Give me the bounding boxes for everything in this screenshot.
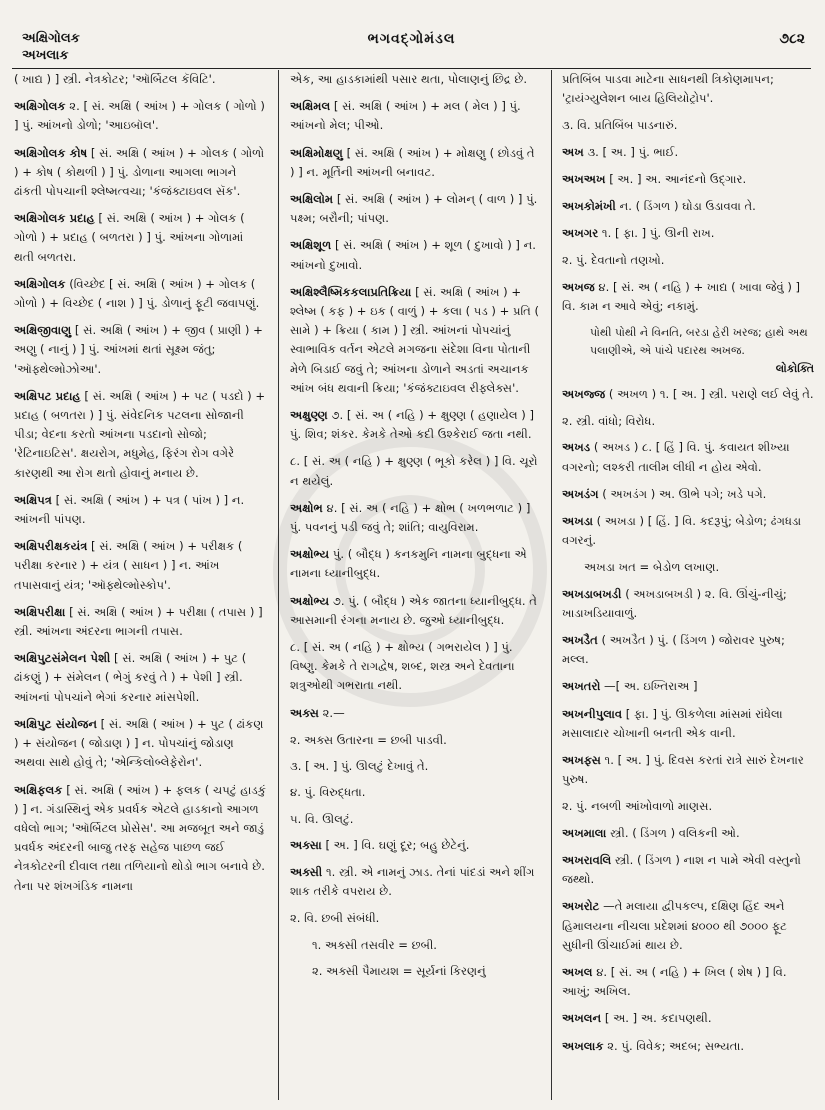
definition: [ સં. અક્ષિ ( આંખ ) + મોક્ષણુ ( છોડવું તે ) ] ન. મૂર્તિની આંખની બનાવટ. — [290, 145, 535, 179]
dictionary-entry — [14, 144, 266, 202]
headword: અક્ષિલોમ — [290, 192, 334, 207]
headword: અક્ષિશૂળ — [290, 238, 332, 253]
definition: [ સં. અક્ષિ ( આંખ ) + પટ ( પડદો ) + પ્રદાહ ( બળતરા ) ] પું. સંવેદનિક પટલના સોજાની પીડા; વેદના કરતો આંખના પડદાનો સોજો; 'રેટિનાઇટિસ'. ક્ષયરોગ, મધુમેહ, ફિરંગ રોગ વગેરે કારણથી આ રોગ થતો હોવાનું મનાય છે. — [14, 388, 266, 480]
headword: અક્સી — [290, 864, 323, 879]
dictionary-entry — [562, 824, 814, 843]
dictionary-entry — [562, 751, 814, 789]
definition: પું. ( બૌદ્ધ ) કનકમુનિ નામના બુદ્ધના એ નામના ધ્યાનીબુદ્ધ. — [290, 547, 527, 581]
dictionary-entry — [290, 70, 540, 89]
headword: અખડંગ — [562, 486, 599, 501]
sub-sense: ૩. [ અ. ] પું. ઊલટું દેખાવું તે. — [290, 759, 429, 774]
sub-sense: અખડા ખત = બેડોળ લખાણ. — [584, 560, 720, 575]
definition: એક, આ હાડકામાંથી પસાર થતા, પોલાણનું છિદ્ર છે. — [290, 72, 528, 86]
quotation-source: લોકોક્તિ — [775, 362, 814, 376]
definition: [ સં. અક્ષિ ( આંખ ) + લોમન્ ( વાળ ) ] પું. પક્ષ્મ; બરૌની; પાંપણ. — [290, 192, 538, 226]
headword: અખડા — [562, 514, 593, 529]
definition: ૩. [ અ. ] પું. ભાઈ. — [587, 144, 679, 159]
headword: અખજ — [562, 279, 595, 294]
dictionary-entry — [562, 677, 814, 696]
dictionary-entry — [562, 631, 814, 669]
definition: ( અખડ ) ૮. [ હિં ] વિ. પું. કવાયત શીખ્યા વગરનો; લશ્કરી તાલીમ લીધી ન હોય એવો. — [562, 440, 790, 474]
headword: અક્ષિપરીક્ષા — [14, 604, 66, 619]
definition: ( ખાદ્ય ) ] સ્ત્રી. નેત્રકોટર; 'ઑર્બિટલ કૅવિટિ'. — [14, 72, 216, 86]
dictionary-entry — [562, 143, 814, 162]
dictionary-entry — [290, 406, 540, 444]
column-divider — [551, 70, 552, 1100]
definition: સ્ત્રી. ( ડિંગળ ) વલિકની ઓ. — [610, 825, 740, 840]
definition: ૮. [ સં. અ ( નહિ ) + ક્ષોભ્ય ( ગભરાયેલ ) ] પું. વિષ્ણુ. કેમકે તે રાગદ્વેષ, શબ્દ, શસ્ત્ર અને દેવતાના શત્રુઓથી ગભરાતા નથી. — [290, 640, 515, 693]
quotation — [562, 324, 814, 378]
headword: અક્ષિપટ પ્રદાહ — [14, 388, 81, 403]
sub-sense: ૫. વિ. ઊલટું. — [290, 811, 354, 826]
sub-sense: ૨. અક્સ ઉતારના = છબી પાડવી. — [290, 732, 447, 747]
definition: ૭. પું. ( બૌદ્ધ ) એક જાતના ધ્યાનીબુદ્ધ. તે આસમાની રંગના મનાય છે. જુઓ ધ્યાનીબુદ્ધ. — [290, 593, 537, 627]
dictionary-entry — [290, 97, 540, 135]
dictionary-entry — [562, 1037, 814, 1056]
definition: ૨. [ સં. અક્ષિ ( આંખ ) + ગોલક ( ગોળો ) ] પું. આંખનો ડોળો; 'આઇબૉલ'. — [14, 99, 265, 133]
definition: ( અખડા ) [ હિં. ] વિ. કદરૂપું; બેડોળ; ઢંગધડા વગરનું. — [562, 514, 802, 548]
sub-sense: ૨. પું. નબળી આંખોવાળો માણસ. — [562, 799, 713, 814]
dictionary-entry — [14, 321, 266, 379]
definition: ૧. [ ફા. ] પું. ઊની રાખ. — [601, 226, 715, 241]
definition: [ સં. અક્ષિ ( આંખ ) + પરીક્ષક ( પરીક્ષા કરનાર ) + યંત્ર ( સાધન ) ] ન. આંખ તપાસવાનું યંત્ર; 'ઑફ્થેલ્મોસ્કોપ'. — [14, 539, 243, 592]
headword: અક્ષિફલક — [14, 782, 63, 797]
headword: અક્ષિપત્ર — [14, 492, 52, 507]
dictionary-entry — [290, 144, 540, 182]
dictionary-entry — [562, 512, 814, 550]
headword: અખમાલા — [562, 825, 607, 840]
headword: અક્ષિગોલક કોષ — [14, 145, 88, 160]
headword: અખ — [562, 144, 584, 159]
definition: [ સં. અક્ષિ ( આંખ ) + શૂળ ( દુખાવો ) ] ન. આંખનો દુખાવો. — [290, 238, 536, 272]
dictionary-entry — [562, 438, 814, 476]
headword: અખડાબખડી — [562, 586, 622, 601]
sub-sense: ૨. અક્સી પૈમાયશ = સૂર્યનાં કિરણનું — [312, 963, 486, 978]
definition: ( અખડંગ ) અ. ઊભે પગે; ખડે પગે. — [602, 486, 767, 501]
definition: [ ફા. ] પું. ઊકળેલા માંસમાં રાંધેલા મસાલાદાર ચોખાની બનતી એક વાની. — [562, 706, 783, 740]
dictionary-entry — [14, 603, 266, 641]
dictionary-entry — [290, 638, 540, 696]
definition: ૨. પું. વિવેક; અદબ; સભ્યતા. — [607, 1038, 744, 1053]
page-header — [12, 22, 811, 70]
dictionary-entry — [562, 70, 814, 108]
headword: અક્ષુણ્ણ — [290, 408, 328, 423]
headword: અખરોટ — [562, 899, 600, 914]
dictionary-entry — [14, 715, 266, 773]
column-divider — [278, 70, 279, 1100]
definition: ૪. [ સં. અ ( નહિ ) + ખિલ ( શેષ ) ] વિ. આખું; અખિલ. — [562, 964, 787, 999]
definition: [ સં. અક્ષિ ( આંખ ) + ફલક ( ચપટું હાડકું ) ] ન. ગંડાસ્થિનું એક પ્રવર્ધક એટલે હાડકાનો આગળ વધેલો ભાગ; 'ઑર્બિટલ પ્રોસેસ'. આ મજબૂત અને જાડું પ્રવર્ધક અંદરની બાજુ તરફ સહેજ પાછળ જઈ નેત્રકોટરની દીવાલ તથા તળિયાનો થોડો ભાગ બનાવે છે. તેના પર શંખગંડિક નામના — [14, 782, 266, 893]
headword: અખકોમંખી — [562, 199, 616, 214]
sub-sense: ૪. પું. વિરુદ્ધતા. — [290, 785, 366, 800]
column-3 — [562, 70, 814, 1100]
columns — [14, 70, 814, 1100]
dictionary-entry — [562, 278, 814, 316]
dictionary-entry — [562, 963, 814, 1001]
headword: અક્ષોભ્ય — [290, 547, 330, 562]
headword: અખલાક — [562, 1038, 604, 1053]
dictionary-entry — [562, 1009, 814, 1028]
definition: [ અ. ] અ. આનંદનો ઉદ્ગાર. — [609, 171, 747, 186]
definition: [ સં. અક્ષિ ( આંખ ) + પત્ર ( પાંખ ) ] ન. આંખની પાંપણ. — [14, 492, 245, 527]
definition: [ સં. અક્ષિ ( આંખ ) + જીવ ( પ્રાણી ) + અણુ ( નાનું ) ] પું. આંખમાં થતાં સૂક્ષ્મ જંતુ; 'ઑફ્થેલ્મોઝોઆ'. — [14, 323, 263, 376]
definition: [ સં. અક્ષિ ( આંખ ) + પુટ ( ઢાંકણું ) + સંમેલન ( ભેગું કરવું તે ) + પેશી ] સ્ત્રી. આંખનાં પોપચાંને ભેગાં કરનાર માંસપેશી. — [14, 651, 247, 704]
definition: ન. ( ડિંગળ ) ઘોડા ઉડાવવા તે. — [619, 199, 756, 214]
dictionary-entry — [14, 275, 266, 313]
definition: ( અખળ ) ૧. [ અ. ] સ્ત્રી. પરાણે લઈ લેવું તે. — [608, 387, 814, 402]
dictionary-entry — [562, 897, 814, 955]
definition: ૨.— — [322, 705, 345, 720]
headword: અક્ષિગોલક પ્રદાહ — [14, 211, 95, 226]
definition: ( અખડૈત ) પું. ( ડિંગળ ) જોરાવર પુરુષ; મલ્લ. — [562, 633, 785, 667]
guide-word-first: અક્ષિગોલક — [22, 31, 80, 46]
definition: ( અખડાબખડી ) ૨. વિ. ઊંચું-નીચું; ખાડાખડિયાવાળું. — [562, 586, 787, 620]
headword: અખરાવલિ — [562, 852, 612, 867]
headword: અખઅખ — [562, 171, 606, 186]
definition: ૮. [ સં. અ ( નહિ ) + ક્ષુણ્ણ ( ભૂકો કરેલ ) ] વિ. ચૂરો ન થયેલું. — [290, 454, 538, 488]
page-number: ૭૮૨ — [779, 31, 805, 47]
headword: અખફ્સ — [562, 753, 601, 768]
definition: —તે મલાયા દ્વીપકલ્પ, દક્ષિણ હિંદ અને હિમાલયના નીચલા પ્રદેશમાં ૪૦૦૦ થી ૭૦૦૦ ફૂટ સુધીની ઊંચાઈમાં થાય છે. — [562, 899, 787, 952]
dictionary-entry — [290, 283, 540, 398]
definition: [ સં. અક્ષિ ( આંખ ) + પરીક્ષા ( તપાસ ) ] સ્ત્રી. આંખના અંદરના ભાગની તપાસ. — [14, 604, 263, 639]
guide-word-last: અખલાક — [22, 48, 69, 63]
dictionary-entry — [562, 385, 814, 404]
definition: [ સં. અક્ષિ ( આંખ ) + ગોલક ( ગોળો ) + કોષ ( કોથળી ) ] પું. ડોળાના આગલા ભાગને ઢાંકતી પોપચાની શ્લેષ્મત્વચા; 'કંજંક્ટાઇવલ સૅક'. — [14, 145, 265, 199]
headword: અક્ષિજીવાણુ — [14, 323, 72, 338]
definition: [ અ. ] વિ. ઘણું દૂર; બહુ છેટેનું. — [325, 837, 470, 852]
header-rule — [12, 68, 811, 69]
dictionary-entry — [562, 485, 814, 504]
definition: [ સં. અક્ષિ ( આંખ ) + ગોલક ( ગોળો ) + પ્રદાહ ( બળતરા ) ] પું. આંખના ગોળામાં થતી બળતરા. — [14, 211, 245, 264]
definition: —[ અ. ઇખ્તિરાઅ ] — [604, 679, 698, 694]
dictionary-entry — [562, 224, 814, 243]
definition: સ્ત્રી. ( ડિંગળ ) નાશ ન પામે એવી વસ્તુનો જથ્થો. — [562, 852, 801, 887]
definition: ૧. સ્ત્રી. એ નામનું ઝાડ. તેનાં પાંદડાં અને શીંગ શાક તરીકે વપરાય છે. — [290, 864, 535, 899]
headword: અક્ષિમલ — [290, 99, 331, 114]
dictionary-entry — [14, 649, 266, 707]
sub-sense: ૩. વિ. પ્રતિબિંબ પાડનારું. — [562, 118, 678, 133]
headword: અક્ષિમોક્ષણુ — [290, 145, 343, 160]
headword: અખડ — [562, 440, 591, 455]
headword: અક્ષિપરીક્ષકયંત્ર — [14, 539, 88, 554]
headword: અખલન — [562, 1011, 602, 1026]
dictionary-entry — [290, 499, 540, 537]
dictionary-entry — [290, 190, 540, 228]
headword: અક્ષિશ્લૈષ્મિકકલાપ્રતિક્રિયા — [290, 284, 412, 299]
dictionary-entry — [14, 537, 266, 595]
column-2 — [290, 70, 540, 1100]
dictionary-entry — [562, 585, 814, 623]
dictionary-entry — [14, 209, 266, 267]
headword: અખતરો — [562, 679, 601, 694]
sub-sense: ૧. અક્સી તસવીર = છબી. — [312, 937, 437, 952]
definition: ૪. [ સં. અ ( નહિ ) + ખાદ્ય ( ખાવા જેવું ) ] વિ. કામ ન આવે એવું; નકામું. — [562, 279, 801, 313]
dictionary-entry — [290, 236, 540, 274]
dictionary-entry — [14, 491, 266, 529]
headword: અક્ષિપુટ સંયોજન — [14, 716, 97, 731]
dictionary-entry — [290, 592, 540, 630]
definition: [ સં. અક્ષિ ( આંખ ) + શ્લેષ્મ ( કફ ) + ઇક ( વાળું ) + કલા ( પડ ) + પ્રતિ ( સામે ) + ક્રિયા ( કામ ) ] સ્ત્રી. આંખનાં પોપચાંનું સ્વાભાવિક વર્તન એટલે મગજના સંદેશા વિના પોતાની મેળે બિડાઈ જવું તે; આંખના ડોળાને અડતાં અચાનક આંખ બંધ થવાની ક્રિયા; 'કંજંક્ટાઇવલ રીફ્લેક્સ'. — [290, 284, 540, 395]
headword: અક્સા — [290, 837, 322, 852]
headword: અક્ષોભ્ય — [290, 593, 330, 608]
headword: અક્ષિપુટસંમેલન પેશી — [14, 651, 111, 666]
definition: ૭. [ સં. અ ( નહિ ) + ક્ષુણ્ણ ( હણાયેલ ) ] પું. શિવ; શંકર. કેમકે તેઓ કદી ઉશ્કેરાઈ જતા નથી. — [290, 408, 535, 442]
definition: [ સં. અક્ષિ ( આંખ ) + પુટ ( ઢાંકણ ) + સંયોજન ( જોડાણ ) ] ન. પોપચાંનું જોડાણ અથવા સાથે હોવું તે; 'એન્કિલોબ્લેફેરોન'. — [14, 716, 264, 770]
dictionary-entry — [562, 170, 814, 189]
definition: [ સં. અક્ષિ ( આંખ ) + મલ ( મેલ ) ] પું. આંખનો મેલ; પીઓ. — [290, 99, 521, 133]
headword: અખનીપુલાવ — [562, 706, 623, 721]
dictionary-entry — [14, 70, 266, 89]
headword: અક્સ — [290, 705, 319, 720]
definition: ૧. [ અ. ] પું. દિવસ કરતાં રાત્રે સારું દેખનાર પુરુષ. — [562, 753, 804, 787]
dictionary-entry — [562, 851, 814, 889]
dictionary-title: ભગવદ્ગોમંડલ — [367, 31, 456, 47]
headword: અખજ્જ — [562, 387, 606, 402]
dictionary-entry — [562, 705, 814, 743]
headword: અખલ — [562, 964, 593, 979]
column-1 — [14, 70, 266, 1100]
dictionary-entry — [562, 197, 814, 216]
dictionary-entry — [290, 452, 540, 490]
headword: અખડૈત — [562, 633, 598, 648]
dictionary-entry — [290, 836, 540, 855]
dictionary-entry — [290, 863, 540, 901]
definition: [ અ. ] અ. કદાપણથી. — [604, 1011, 712, 1026]
sub-sense: ૨. વિ. છબી સંબંધી. — [290, 911, 380, 926]
headword: અક્ષિગોલક — [14, 99, 66, 114]
dictionary-entry — [290, 704, 540, 723]
definition: ૪. [ સં. અ ( નહિ ) + ક્ષોભ ( ખળભળાટ ) ] પું. પવનનું પડી જવું તે; શાંતિ; વાયુવિરામ. — [290, 500, 531, 535]
headword: અખગર — [562, 226, 599, 241]
sub-sense: ૨. સ્ત્રી. વાંધો; વિરોધ. — [562, 414, 656, 429]
headword: અક્ષોભ — [290, 500, 323, 515]
dictionary-entry — [14, 781, 266, 896]
dictionary-entry — [290, 545, 540, 583]
dictionary-entry — [14, 387, 266, 483]
definition: પ્રતિબિંબ પાડવા માટેના સાધનથી ત્રિકોણમાપન; 'ટ્રાયંગ્યુલેશન બાય હિલિયોટ્રોપ'. — [562, 72, 774, 106]
quotation-text: પોથી પોથી ને વિનતિ, બરડા હેરી ખરજ; હાથે અથ પલાણીએ, એ પાંચે પદારથ અખજ. — [590, 326, 808, 358]
definition: (વિચ્છેદ [ સં. અક્ષિ ( આંખ ) + ગોલક ( ગોળો ) + વિચ્છેદ ( નાશ ) ] પું. ડોળાનું ફૂટી જવાપણું. — [14, 276, 260, 311]
headword: અક્ષિગોલક — [14, 276, 66, 291]
sub-sense: ૨. પું. દેવતાનો તણખો. — [562, 253, 665, 268]
dictionary-entry — [14, 97, 266, 135]
